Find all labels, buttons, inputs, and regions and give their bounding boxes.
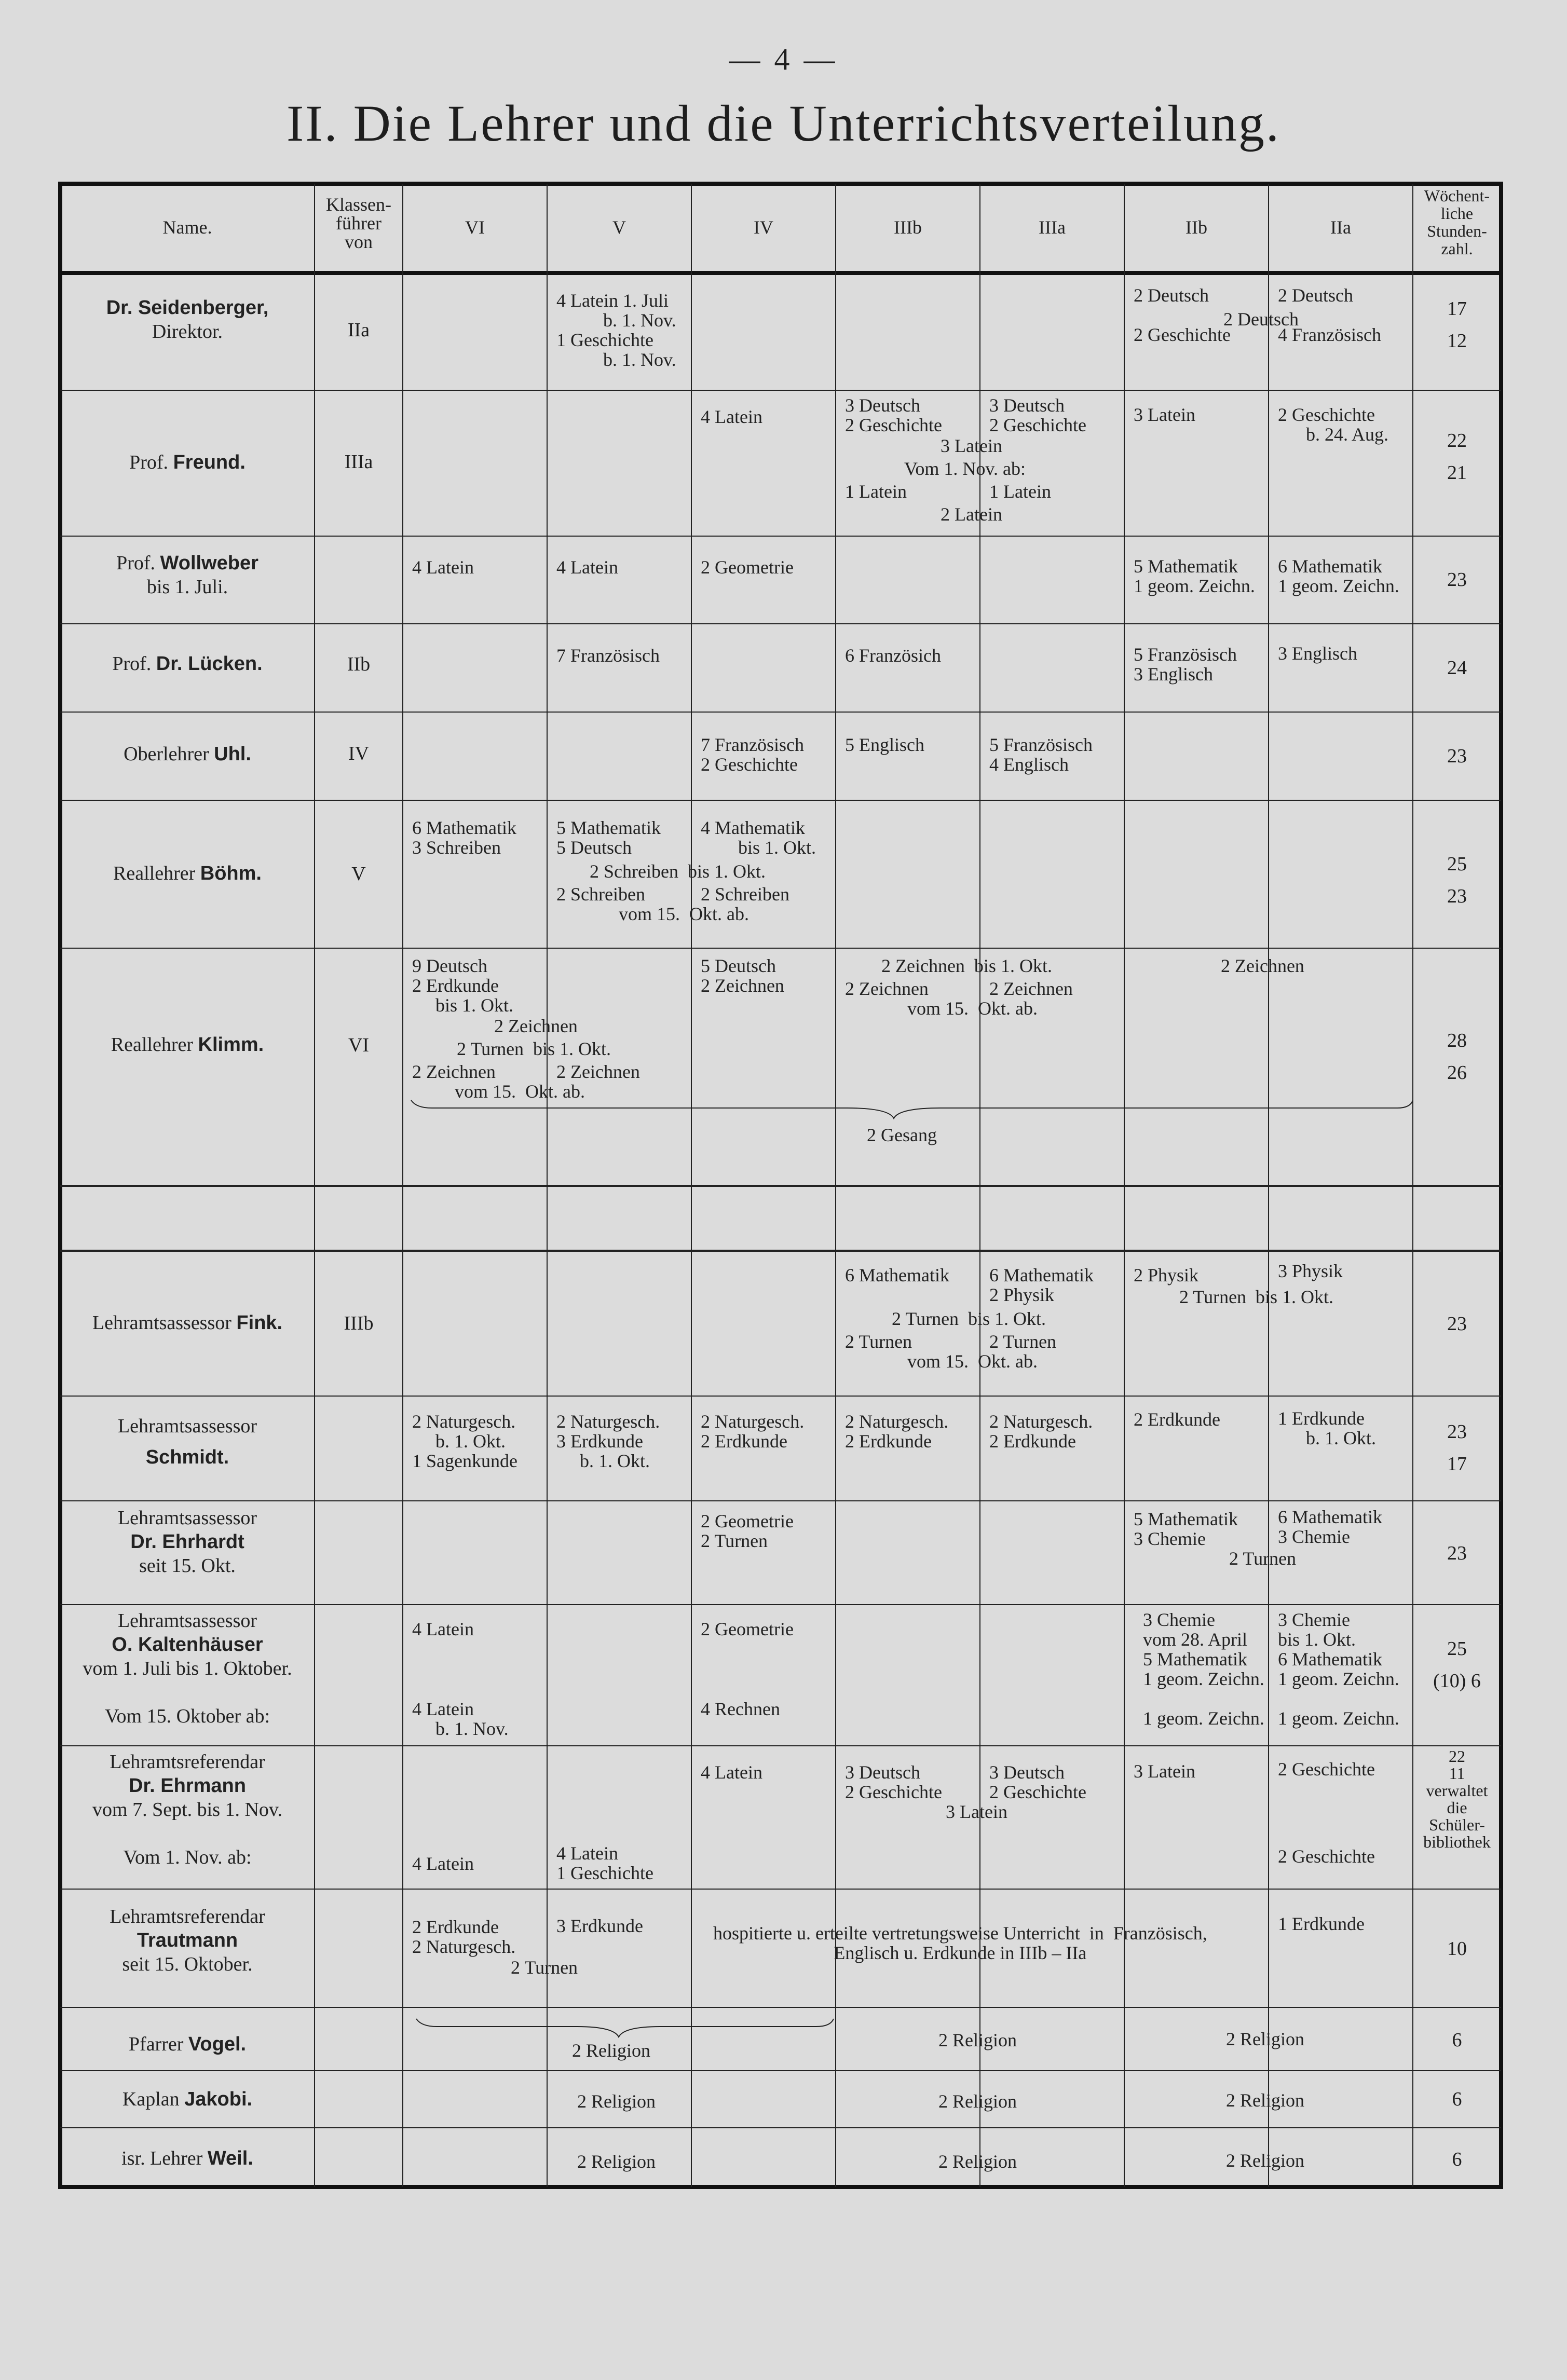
cell-iiib: 2 Zeichnen (845, 978, 929, 999)
teacher-name: isr. Lehrer Weil. (121, 2148, 253, 2169)
total-hours: 23 (1447, 745, 1467, 767)
cell-span-v-iv-2: vom 15. Okt. ab. (619, 904, 749, 924)
total-hours: 6 (1452, 2149, 1462, 2170)
cell-span-iii: 2 Turnen bis 1. Okt. (892, 1308, 1046, 1329)
cell-span-vi-v-3: vom 15. Okt. ab. (455, 1081, 585, 1102)
cell-religion-middle: 2 Religion (938, 2091, 1017, 2112)
cell-vi: 6 Mathematik 3 Schreiben (412, 817, 516, 858)
cell-iiia: 3 Deutsch 2 Geschichte (989, 1762, 1086, 1802)
cell-span-iii-note: Vom 1. Nov. ab: (904, 458, 1026, 479)
cell-iiia: 2 Naturgesch. 2 Erdkunde (989, 1411, 1093, 1452)
cell-iia: 6 Mathematik 1 geom. Zeichn. (1278, 556, 1399, 596)
cell-v: 2 Naturgesch. 3 Erdkunde b. 1. Okt. (556, 1411, 660, 1471)
klassenfuehrer-value: VI (348, 1034, 370, 1056)
cell-vi: 4 Latein (412, 1619, 474, 1639)
cell-v: 3 Erdkunde (556, 1916, 643, 1936)
cell-span-ii: 2 Zeichnen (1221, 955, 1304, 976)
total-hours: 23 (1447, 1313, 1467, 1335)
cell-v: 5 Mathematik 5 Deutsch (556, 817, 661, 858)
cell-religion-upper: 2 Religion (1226, 2029, 1304, 2049)
klassenfuehrer-value: IIIa (344, 451, 373, 473)
cell-vi: 2 Erdkunde 2 Naturgesch. (412, 1917, 516, 1957)
teacher-name: Reallehrer Böhm. (113, 863, 262, 884)
cell-iia: 2 Deutsch 4 Französisch (1278, 285, 1381, 345)
klassenfuehrer-value: IIa (347, 319, 370, 341)
cell-religion-lower: 2 Religion (577, 2091, 656, 2112)
cell-iiib-2: 2 Turnen (845, 1331, 912, 1352)
page-title: II. Die Lehrer und die Unterrichtsverteilung. (287, 94, 1280, 152)
total-hours: 23 (1447, 569, 1467, 591)
klassenfuehrer-value: IIIb (344, 1312, 374, 1334)
cell-iib: 2 Deutsch 2 Geschichte (1134, 285, 1231, 345)
cell-iiib: 3 Deutsch 2 Geschichte (845, 1762, 942, 1802)
cell-vi: 9 Deutsch 2 Erdkunde bis 1. Okt. (412, 955, 514, 1016)
cell-iv: 2 Naturgesch. 2 Erdkunde (701, 1411, 805, 1452)
cell-iv: 4 Mathematik bis 1. Okt. (701, 817, 816, 858)
header-class-iia: IIa (1330, 217, 1351, 238)
teacher-name: Lehramtsassessor O. Kaltenhäuser vom 1. Juli bis 1. Oktober. Vom 15. Oktober ab: (83, 1610, 292, 1727)
cell-iia: 2 Geschichte b. 24. Aug. (1278, 404, 1389, 445)
cell-iv: 2 Geometrie (701, 1619, 794, 1639)
cell-v: 7 Französisch (556, 645, 660, 666)
teacher-name: Reallehrer Klimm. (111, 1034, 264, 1056)
cell-iv: 2 Geometrie 2 Turnen (701, 1511, 794, 1551)
cell-iiib: 6 Mathematik (845, 1265, 949, 1285)
cell-iib: 5 Mathematik 1 geom. Zeichn. (1134, 556, 1255, 596)
cell-span-iii-2: 2 Latein (941, 504, 1002, 525)
total-hours: 17 12 (1447, 298, 1467, 352)
cell-span-ii: 2 Turnen (1229, 1548, 1297, 1569)
header-class-v: V (612, 217, 626, 238)
cell-iia: 3 Englisch (1278, 643, 1357, 664)
teacher-name: Dr. Seidenberger, Direktor. (106, 297, 269, 343)
cell-iia: 3 Physik (1278, 1261, 1343, 1281)
cell-v: 4 Latein 1. Juli b. 1. Nov. 1 Geschichte b. 1. Nov. (556, 290, 676, 370)
teaching-distribution-table (58, 182, 1503, 2189)
header-name: Name. (162, 217, 212, 238)
teacher-name: Lehramtsreferendar Dr. Ehrmann vom 7. Sept. bis 1. Nov. Vom 1. Nov. ab: (92, 1751, 282, 1868)
cell-iiia: 6 Mathematik 2 Physik (989, 1265, 1094, 1305)
cell-iv: 5 Deutsch 2 Zeichnen (701, 955, 784, 996)
total-hours: 25 23 (1447, 853, 1467, 907)
cell-span-iii: 2 Zeichnen bis 1. Okt. (881, 955, 1052, 976)
cell-span-ii: 2 Turnen bis 1. Okt. (1179, 1287, 1334, 1307)
klassenfuehrer-value: IIb (347, 653, 371, 675)
cell-iv-2: 2 Schreiben (701, 884, 789, 905)
total-hours: 23 17 (1447, 1421, 1467, 1475)
total-hours: 23 (1447, 1542, 1467, 1564)
teacher-name: Kaplan Jakobi. (122, 2088, 253, 2110)
cell-span-vi-v: 2 Turnen (511, 1957, 578, 1978)
cell-iia: 1 Erdkunde (1278, 1913, 1365, 1934)
table-grid (58, 182, 1503, 2189)
cell-religion-upper: 2 Religion (1226, 2150, 1304, 2171)
cell-iv: 2 Geometrie (701, 557, 794, 578)
klassenfuehrer-value: IV (348, 743, 370, 764)
cell-iib: 3 Latein (1134, 1761, 1195, 1782)
cell-v-2: 2 Zeichnen (556, 1061, 640, 1082)
cell-iiib: 2 Naturgesch. 2 Erdkunde (845, 1411, 949, 1452)
teacher-name: Oberlehrer Uhl. (124, 743, 251, 765)
cell-iiib: 3 Deutsch 2 Geschichte (845, 395, 942, 435)
cell-religion-middle: 2 Religion (938, 2030, 1017, 2050)
cell-iiia-2: 1 Latein (989, 481, 1051, 502)
total-hours: 10 (1447, 1938, 1467, 1960)
cell-gesang: 2 Gesang (867, 1125, 937, 1145)
teacher-name: Lehramtsassessor Schmidt. (117, 1415, 257, 1468)
cell-iiia: 2 Zeichnen (989, 978, 1073, 999)
header-class-iib: IIb (1186, 217, 1207, 238)
total-hours: 22 11 verwaltet die Schüler- bibliothek (1423, 1747, 1491, 1851)
total-hours: 28 26 (1447, 1030, 1467, 1084)
total-hours: 25 (10) 6 (1433, 1638, 1481, 1692)
cell-vi-2: 4 Latein (412, 1853, 474, 1874)
cell-iib: 3 Chemie vom 28. April 5 Mathematik 1 geom. Zeichn. 1 geom. Zeichn. (1143, 1609, 1264, 1729)
header-class-iiia: IIIa (1039, 217, 1066, 238)
cell-iia-2: 2 Geschichte (1278, 1846, 1375, 1867)
cell-religion-middle: 2 Religion (938, 2151, 1017, 2172)
header-total: Wöchent- liche Stunden- zahl. (1424, 186, 1490, 258)
cell-iib: 5 Mathematik 3 Chemie (1134, 1509, 1238, 1549)
cell-iiia-2: 2 Turnen (989, 1331, 1057, 1352)
cell-hospitation: hospitierte u. erteilte vertretungsweise Unterricht in Französisch, Englisch u. Erdkunde in IIIb – IIa (713, 1923, 1207, 1963)
cell-span-iii: 3 Latein (946, 1801, 1007, 1822)
cell-iib: 3 Latein (1134, 404, 1195, 425)
cell-span-iib-iia: 2 Deutsch (1223, 309, 1299, 330)
teacher-name: Prof. Dr. Lücken. (112, 653, 263, 675)
teacher-name: Lehramtsassessor Fink. (92, 1312, 283, 1334)
cell-iia: 2 Geschichte (1278, 1759, 1375, 1780)
cell-iia: 1 Erdkunde b. 1. Okt. (1278, 1408, 1376, 1448)
cell-iv: 7 Französisch 2 Geschichte (701, 734, 804, 775)
header-klassenfuehrer: Klassen- führer von (326, 194, 391, 252)
religion-brace (416, 2019, 834, 2037)
cell-span-vi-v: 2 Zeichnen (494, 1016, 578, 1036)
cell-iiib: 6 Französich (845, 645, 941, 666)
cell-religion-upper: 2 Religion (1226, 2090, 1304, 2111)
teacher-name: Prof. Freund. (129, 452, 246, 473)
cell-iiib: 5 Englisch (845, 734, 924, 755)
cell-v: 4 Latein (556, 557, 618, 578)
total-hours: 22 21 (1447, 430, 1467, 484)
cell-iib: 5 Französisch 3 Englisch (1134, 644, 1237, 685)
cell-vi-2: 2 Zeichnen (412, 1061, 496, 1082)
teacher-name: Pfarrer Vogel. (128, 2033, 247, 2055)
cell-v-2: 2 Schreiben (556, 884, 645, 905)
total-hours: 6 (1452, 2029, 1462, 2051)
header-class-vi: VI (465, 217, 485, 238)
cell-iv: 4 Latein (701, 1762, 762, 1783)
cell-religion-lower: 2 Religion (572, 2040, 650, 2061)
teacher-name: Lehramtsreferendar Trautmann seit 15. Oktober. (110, 1906, 265, 1975)
cell-span-iii: 3 Latein (941, 435, 1002, 456)
cell-iiia: 3 Deutsch 2 Geschichte (989, 395, 1086, 435)
cell-span-v-iv: 2 Schreiben bis 1. Okt. (590, 861, 766, 882)
header-class-iiib: IIIb (894, 217, 922, 238)
cell-span-iii-2: vom 15. Okt. ab. (907, 1351, 1038, 1372)
teacher-name: Prof. Wollweber bis 1. Juli. (116, 552, 258, 598)
total-hours: 6 (1452, 2088, 1462, 2110)
cell-span-iii-2: vom 15. Okt. ab. (907, 998, 1038, 1019)
cell-iia: 6 Mathematik 3 Chemie (1278, 1507, 1382, 1547)
gesang-brace (411, 1100, 1413, 1118)
cell-span-vi-v-2: 2 Turnen bis 1. Okt. (457, 1038, 611, 1059)
cell-religion-lower: 2 Religion (577, 2151, 656, 2172)
cell-vi: 4 Latein (412, 557, 474, 578)
cell-iia: 3 Chemie bis 1. Okt. 6 Mathematik 1 geom. Zeichn. 1 geom. Zeichn. (1278, 1609, 1399, 1729)
cell-vi: 2 Naturgesch. b. 1. Okt. 1 Sagenkunde (412, 1411, 517, 1471)
cell-v-2: 4 Latein 1 Geschichte (556, 1843, 653, 1883)
cell-iv-2: 4 Rechnen (701, 1699, 780, 1719)
klassenfuehrer-value: V (351, 863, 366, 885)
cell-iib: 2 Erdkunde (1134, 1409, 1220, 1430)
header-class-iv: IV (754, 217, 773, 238)
teacher-name: Lehramtsassessor Dr. Ehrhardt seit 15. Okt. (117, 1507, 257, 1577)
cell-iiia: 5 Französisch 4 Englisch (989, 734, 1093, 775)
cell-vi-2: 4 Latein b. 1. Nov. (412, 1699, 509, 1739)
total-hours: 24 (1447, 657, 1467, 679)
page-number: — 4 — (729, 42, 838, 76)
cell-iiib-2: 1 Latein (845, 481, 907, 502)
cell-iv: 4 Latein (701, 406, 762, 427)
cell-iib: 2 Physik (1134, 1265, 1199, 1285)
